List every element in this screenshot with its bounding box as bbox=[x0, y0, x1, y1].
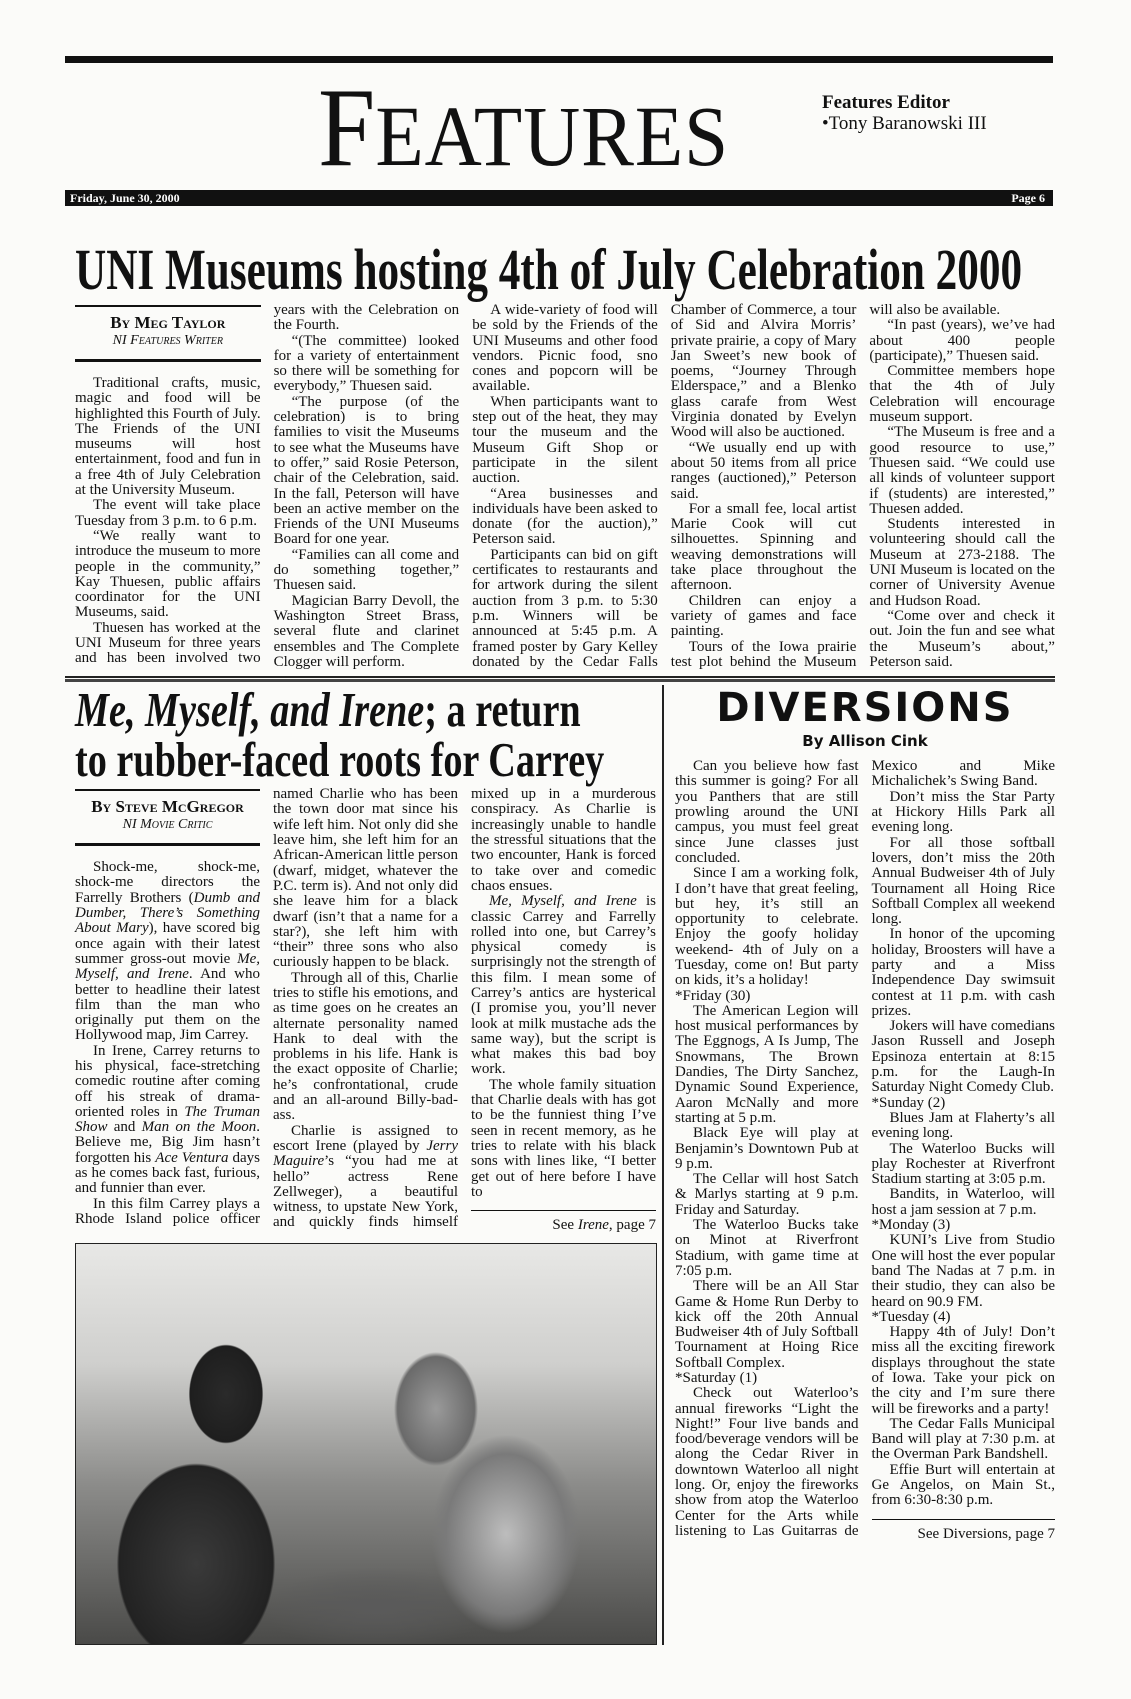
section-title bbox=[318, 66, 730, 190]
museum-byline bbox=[75, 305, 261, 362]
movie-review-section bbox=[65, 682, 664, 1645]
italic-title: Dumb and Dumber, There’s Something About Mary bbox=[75, 889, 261, 937]
paragraph: Participants can bid on gift certificates to restaurants and for artwork during the silent auction from 3 p.m. to 5:30 p.m. Winners will be announced at 5:45 p.m. A framed poster by Gary Kelley donated by the Cedar Falls Chamber of Commerce, a tour of Sid and Alvira Morris’ private prairie, a copy of Mary Jan Sweet’s new book of poems, “Journey Through Elderspace,” and a Blenko glass carafe from West Virginia donated by Evelyn Wood will also be auctioned. bbox=[472, 302, 857, 670]
paragraph: The event will take place Tuesday from 3 p.m. to 6 p.m. bbox=[75, 497, 261, 529]
diversions-body bbox=[675, 759, 1055, 1542]
lower-content bbox=[65, 303, 1055, 1645]
day-heading: *Friday (30) bbox=[675, 987, 751, 1004]
paragraph: For all those softball lovers, don’t miss the 20th Annual Budweiser 4th of July Tournament all Hoing Rice Softball Complex all weekend long. bbox=[871, 834, 1055, 928]
paragraph: In honor of the upcoming holiday, Broosters will have a party and a Miss Independence Day swimsuit contest at 11 p.m. with cash prizes. bbox=[871, 926, 1055, 1019]
diversions-title bbox=[675, 685, 1055, 731]
movie-jump-line bbox=[471, 1210, 656, 1233]
paragraph: Black Eye will play at Benjamin’s Downtown Pub at 9 p.m. bbox=[675, 1125, 859, 1172]
movie-still-photo bbox=[75, 1243, 657, 1645]
paragraph: Traditional crafts, music, magic and food will be highlighted this Fourth of July. The Friends of the UNI museums will host entertainment, food and fun in a free 4th of July Celebration at the University Museum. bbox=[75, 375, 261, 499]
text-run: Through all of this, Charlie tries to stifle his emotions, and as time goes on he creates an alternate personality named Hank to deal with the problems in his life. Hank is the exact opposite of Charlie; he’s confrontational, crude and an all-around Billy-bad-ass. bbox=[273, 969, 458, 1124]
paragraph: For a small fee, local artist Marie Cook will cut silhouettes. Spinning and weaving demonstrations will take place throughout the afternoon. bbox=[670, 500, 857, 594]
text-run: Shock-me, shock-me, shock-me directors the Farrelly Brothers ( bbox=[75, 859, 260, 906]
text-run: In Irene, Carrey returns to his physical, face-stretching comedic routine after coming off his streak of drama-oriented roles in bbox=[75, 1042, 260, 1120]
paragraph: Check out Waterloo’s annual fireworks “Light the Night!” Four live bands and food/beverage vendors will be along the Cedar River in downtown Waterloo all night long. Or, enjoy the fireworks show from atop the Waterloo Center for the Arts while listening to Las Guitarras de Mexico and Mike Michalichek’s Swing Band. bbox=[675, 758, 1055, 1539]
text-run: . And who better to headline their latest film than the man who originally put them on the Hollywood map, Jim Carrey. bbox=[75, 966, 261, 1044]
paragraph bbox=[471, 894, 656, 1078]
text-run: The whole family situation that Charlie deals with has got to be the funniest thing I’ve seen in recent memory, as he tries to relate with his black sons with lines like, “I better get out of here before I have to bbox=[471, 1076, 656, 1200]
jump-page: , page 7 bbox=[608, 1217, 656, 1234]
italic-title: Me, Myself, and Irene bbox=[75, 950, 260, 983]
paragraph: The Waterloo Bucks take on Minot at Riverfront Stadium, with game time at 7:05 p.m. bbox=[675, 1217, 859, 1279]
section-title-rest: EATURES bbox=[375, 88, 730, 184]
paragraph: Children can enjoy a variety of games and face painting. bbox=[670, 592, 857, 640]
paragraph: “The purpose (of the celebration) is to bring families to visit the Museums to see what the Museums have to offer,” said Rosie Peterson, chair of the Celebration, said. In the fall, Peterson will have been an active member on the Friends of the UNI Museums Board for one year. bbox=[273, 393, 460, 548]
paragraph: “We usually end up with about 50 items from all price ranges (auctioned),” Peterson said. bbox=[670, 439, 857, 502]
paragraph bbox=[471, 1078, 656, 1200]
paragraph: Since I am a working folk, I don’t have that great feeling, but hey, it’s still an opportunity to celebrate. Enjoy the goofy holiday weekend- 4th of July on a Tuesday, come on! But party on kids, it’s a holiday! bbox=[675, 865, 859, 989]
paragraph: Can you believe how fast this summer is going? For all you Panthers that are still prowling around the UNI campus, you must feel great since June classes just concluded. bbox=[675, 758, 859, 866]
paragraph bbox=[273, 971, 458, 1124]
paragraph: “In past (years), we’ve had about 400 people (participate),” Thuesen said. bbox=[869, 317, 1055, 364]
top-rule bbox=[65, 56, 1053, 63]
paragraph: “We really want to introduce the museum to more people in the community,” Kay Thuesen, public affairs coordinator for the UNI Museums, said. bbox=[75, 527, 261, 621]
paragraph bbox=[75, 860, 260, 1044]
paragraph: “The Museum is free and a good resource to use,” Thuesen said. “We could use all kinds of volunteer support if (students) are interested,” Thuesen added. bbox=[869, 424, 1055, 517]
editor-credit bbox=[822, 92, 987, 134]
day-heading: *Saturday (1) bbox=[675, 1370, 758, 1386]
paragraph: A wide-variety of food will be sold by the Friends of the UNI Museums and other food vendors. Picnic food, sno cones and popcorn will be available. bbox=[472, 302, 658, 395]
author-role: NI Movie Critic bbox=[122, 817, 213, 833]
text-run: Charlie is assigned to escort Irene (played by bbox=[273, 1122, 458, 1154]
paragraph: Happy 4th of July! Don’t miss all the exciting firework displays throughout the state of Iowa. Take your pick on the city and I’m sure there will be fireworks and a party! bbox=[871, 1324, 1055, 1417]
text-run: . Believe me, Big Jim hasn’t forgotten his bbox=[75, 1119, 260, 1166]
text-run: days as he comes back fast, furious, and funnier than ever. bbox=[75, 1149, 261, 1197]
paragraph: Committee members hope that the 4th of July Celebration will encourage museum support. bbox=[869, 363, 1055, 426]
diversions-byline: By Allison Cink bbox=[802, 732, 928, 751]
paragraph: The Waterloo Bucks will play Rochester at Riverfront Stadium starting at 3:05 p.m. bbox=[871, 1140, 1055, 1188]
author: By Steve McGregor bbox=[91, 797, 244, 817]
paragraph: “(The committee) looked for a variety of entertainment so there will be something for everybody,” Thuesen said. bbox=[273, 332, 460, 395]
diversions-section bbox=[664, 685, 1055, 1645]
jump-prefix: See bbox=[552, 1217, 578, 1234]
page-number: Page 6 bbox=[1011, 191, 1045, 205]
paragraph: Don’t miss the Star Party at Hickory Hills Park all evening long. bbox=[871, 788, 1055, 836]
jump-title: Irene bbox=[577, 1217, 609, 1234]
day-heading: *Sunday (2) bbox=[871, 1094, 946, 1111]
museum-headline: UNI Museums hosting 4th of July Celebration 2000 bbox=[75, 237, 1023, 302]
movie-byline bbox=[75, 789, 260, 846]
paragraph: Students interested in volunteering should call the Museum at 273-2188. The UNI Museum is located on the corner of University Avenue and Hudson Road. bbox=[869, 516, 1055, 609]
paragraph: Thuesen has worked at the UNI Museum for three years and has been involved two years with the Celebration on the Fourth. bbox=[75, 302, 460, 667]
movie-title: Me, Myself, and Irene bbox=[75, 682, 425, 738]
diversions-title-text: DIVERSIONS bbox=[716, 685, 1014, 732]
paragraph: Effie Burt will entertain at Ge Angelos, on Main St., from 6:30-8:30 p.m. bbox=[871, 1461, 1055, 1509]
section-divider bbox=[65, 676, 1055, 679]
diversions-paragraphs bbox=[675, 759, 1055, 1542]
paragraph: Jokers will have comedians Jason Russell and Joseph Epsinoza entertain at 8:15 p.m. for the Laugh-In Saturday Night Comedy Club. bbox=[871, 1018, 1055, 1096]
movie-headline-line2: to rubber-faced roots for Carrey bbox=[75, 732, 605, 788]
paragraph: The Cedar Falls Municipal Band will play at 7:30 p.m. at the Overman Park Bandshell. bbox=[871, 1415, 1055, 1463]
paragraph: The American Legion will host musical performances by The Eggnogs, A Is Jump, The Snowmans, The Brown Dandies, The Dirty Sanchez, Dynamic Sound Experience, Aaron McNally and more starting at 5 p.m. bbox=[675, 1002, 859, 1126]
paragraph: Magician Barry Devoll, the Washington Street Brass, several flute and clarinet ensembles and The Complete Clogger will perform. bbox=[273, 592, 460, 670]
text-run: is classic Carrey and Farrelly rolled into one, but Carrey’s physical comedy is surprisingly not the strength of this film. I mean some of Carrey’s antics are hysterical (I promise you, you’ll never look at milk mustache ads the same way), but the script is what makes this bad boy work. bbox=[471, 893, 656, 1078]
paragraph: Bandits, in Waterloo, will host a jam session at 7 p.m. bbox=[871, 1186, 1055, 1218]
paragraph: KUNI’s Live from Studio One will host the ever popular band The Nadas at 7 p.m. in their studio, they can also be heard on 90.9 FM. bbox=[871, 1232, 1055, 1310]
movie-paragraphs bbox=[75, 787, 656, 1233]
paragraph: There will be an All Star Game & Home Run Derby to kick off the 20th Annual Budweiser 4th of July Softball Tournament at Hoing Rice Softball Complex. bbox=[675, 1278, 859, 1371]
paragraph: Blues Jam at Flaherty’s all evening long. bbox=[871, 1109, 1055, 1142]
museum-article-body bbox=[75, 303, 1055, 670]
italic-title: The Truman Show bbox=[75, 1103, 260, 1136]
bottom-section bbox=[65, 682, 1055, 1645]
author-role: NI Features Writer bbox=[112, 333, 223, 348]
author: By Meg Taylor bbox=[110, 313, 226, 332]
paragraph: When participants want to step out of the heat, they may tour the museum and the Museum Gift Shop or participate in the silent auction. bbox=[472, 393, 658, 487]
italic-title: Ace Ventura bbox=[155, 1149, 229, 1166]
paragraph bbox=[75, 1044, 260, 1197]
day-heading: *Monday (3) bbox=[871, 1217, 951, 1234]
text-run: In this film Carrey plays a Rhode Island police officer named Charlie who has been the town door mat since his wife left him. Not only did she leave him, she left him for an African-American little person (dwarf, midget, whatever the P.C. term is). And not only did she leave him for a black dwarf (isn’t that a name for a star?), she left him with “their” three sons who also curiously happen to be black. bbox=[75, 786, 458, 1227]
text-run: ’s “you had me at hello” actress Rene Zellweger), a beautiful witness, to upstate New York, and quickly finds himself mixed up in a murderous conspiracy. As Charlie is increasingly unable to handle the stressful situations that the two encounter, Hank is forced to take over and comedic chaos ensues. bbox=[273, 786, 656, 1231]
day-heading: *Tuesday (4) bbox=[871, 1308, 951, 1325]
issue-date: Friday, June 30, 2000 bbox=[70, 191, 180, 205]
masthead bbox=[0, 66, 1131, 190]
movie-headline-line1: ; a return bbox=[424, 682, 581, 738]
paragraph: “Area businesses and individuals have been asked to donate (for the auction),” Peterson said. bbox=[472, 485, 658, 548]
movie-review-body bbox=[75, 787, 656, 1233]
italic-title: Man on the Moon bbox=[141, 1119, 257, 1136]
paragraph: The Cellar will host Satch & Marlys starting at 9 p.m. Friday and Saturday. bbox=[675, 1171, 859, 1218]
paragraph: Tours of the Iowa prairie test plot behind the Museum will also be available. bbox=[670, 302, 1001, 670]
editor-name: •Tony Baranowski III bbox=[822, 113, 987, 134]
paragraph: “Families can all come and do something together,” Thuesen said. bbox=[273, 546, 460, 594]
text-run: and bbox=[107, 1119, 142, 1136]
section-title-initial: F bbox=[318, 66, 376, 190]
italic-title: Jerry Maguire bbox=[273, 1137, 458, 1170]
diversions-jump-line: See Diversions, page 7 bbox=[872, 1519, 1056, 1542]
date-bar bbox=[65, 190, 1053, 206]
italic-title: Me, Myself, and Irene bbox=[489, 893, 637, 910]
paragraph: “Come over and check it out. Join the fun and see what the Museum’s about,” Peterson said. bbox=[869, 607, 1055, 670]
movie-headline bbox=[75, 682, 605, 788]
text-run: ), have scored big once again with their latest summer gross-out movie bbox=[75, 920, 260, 967]
editor-title: Features Editor bbox=[822, 92, 950, 113]
